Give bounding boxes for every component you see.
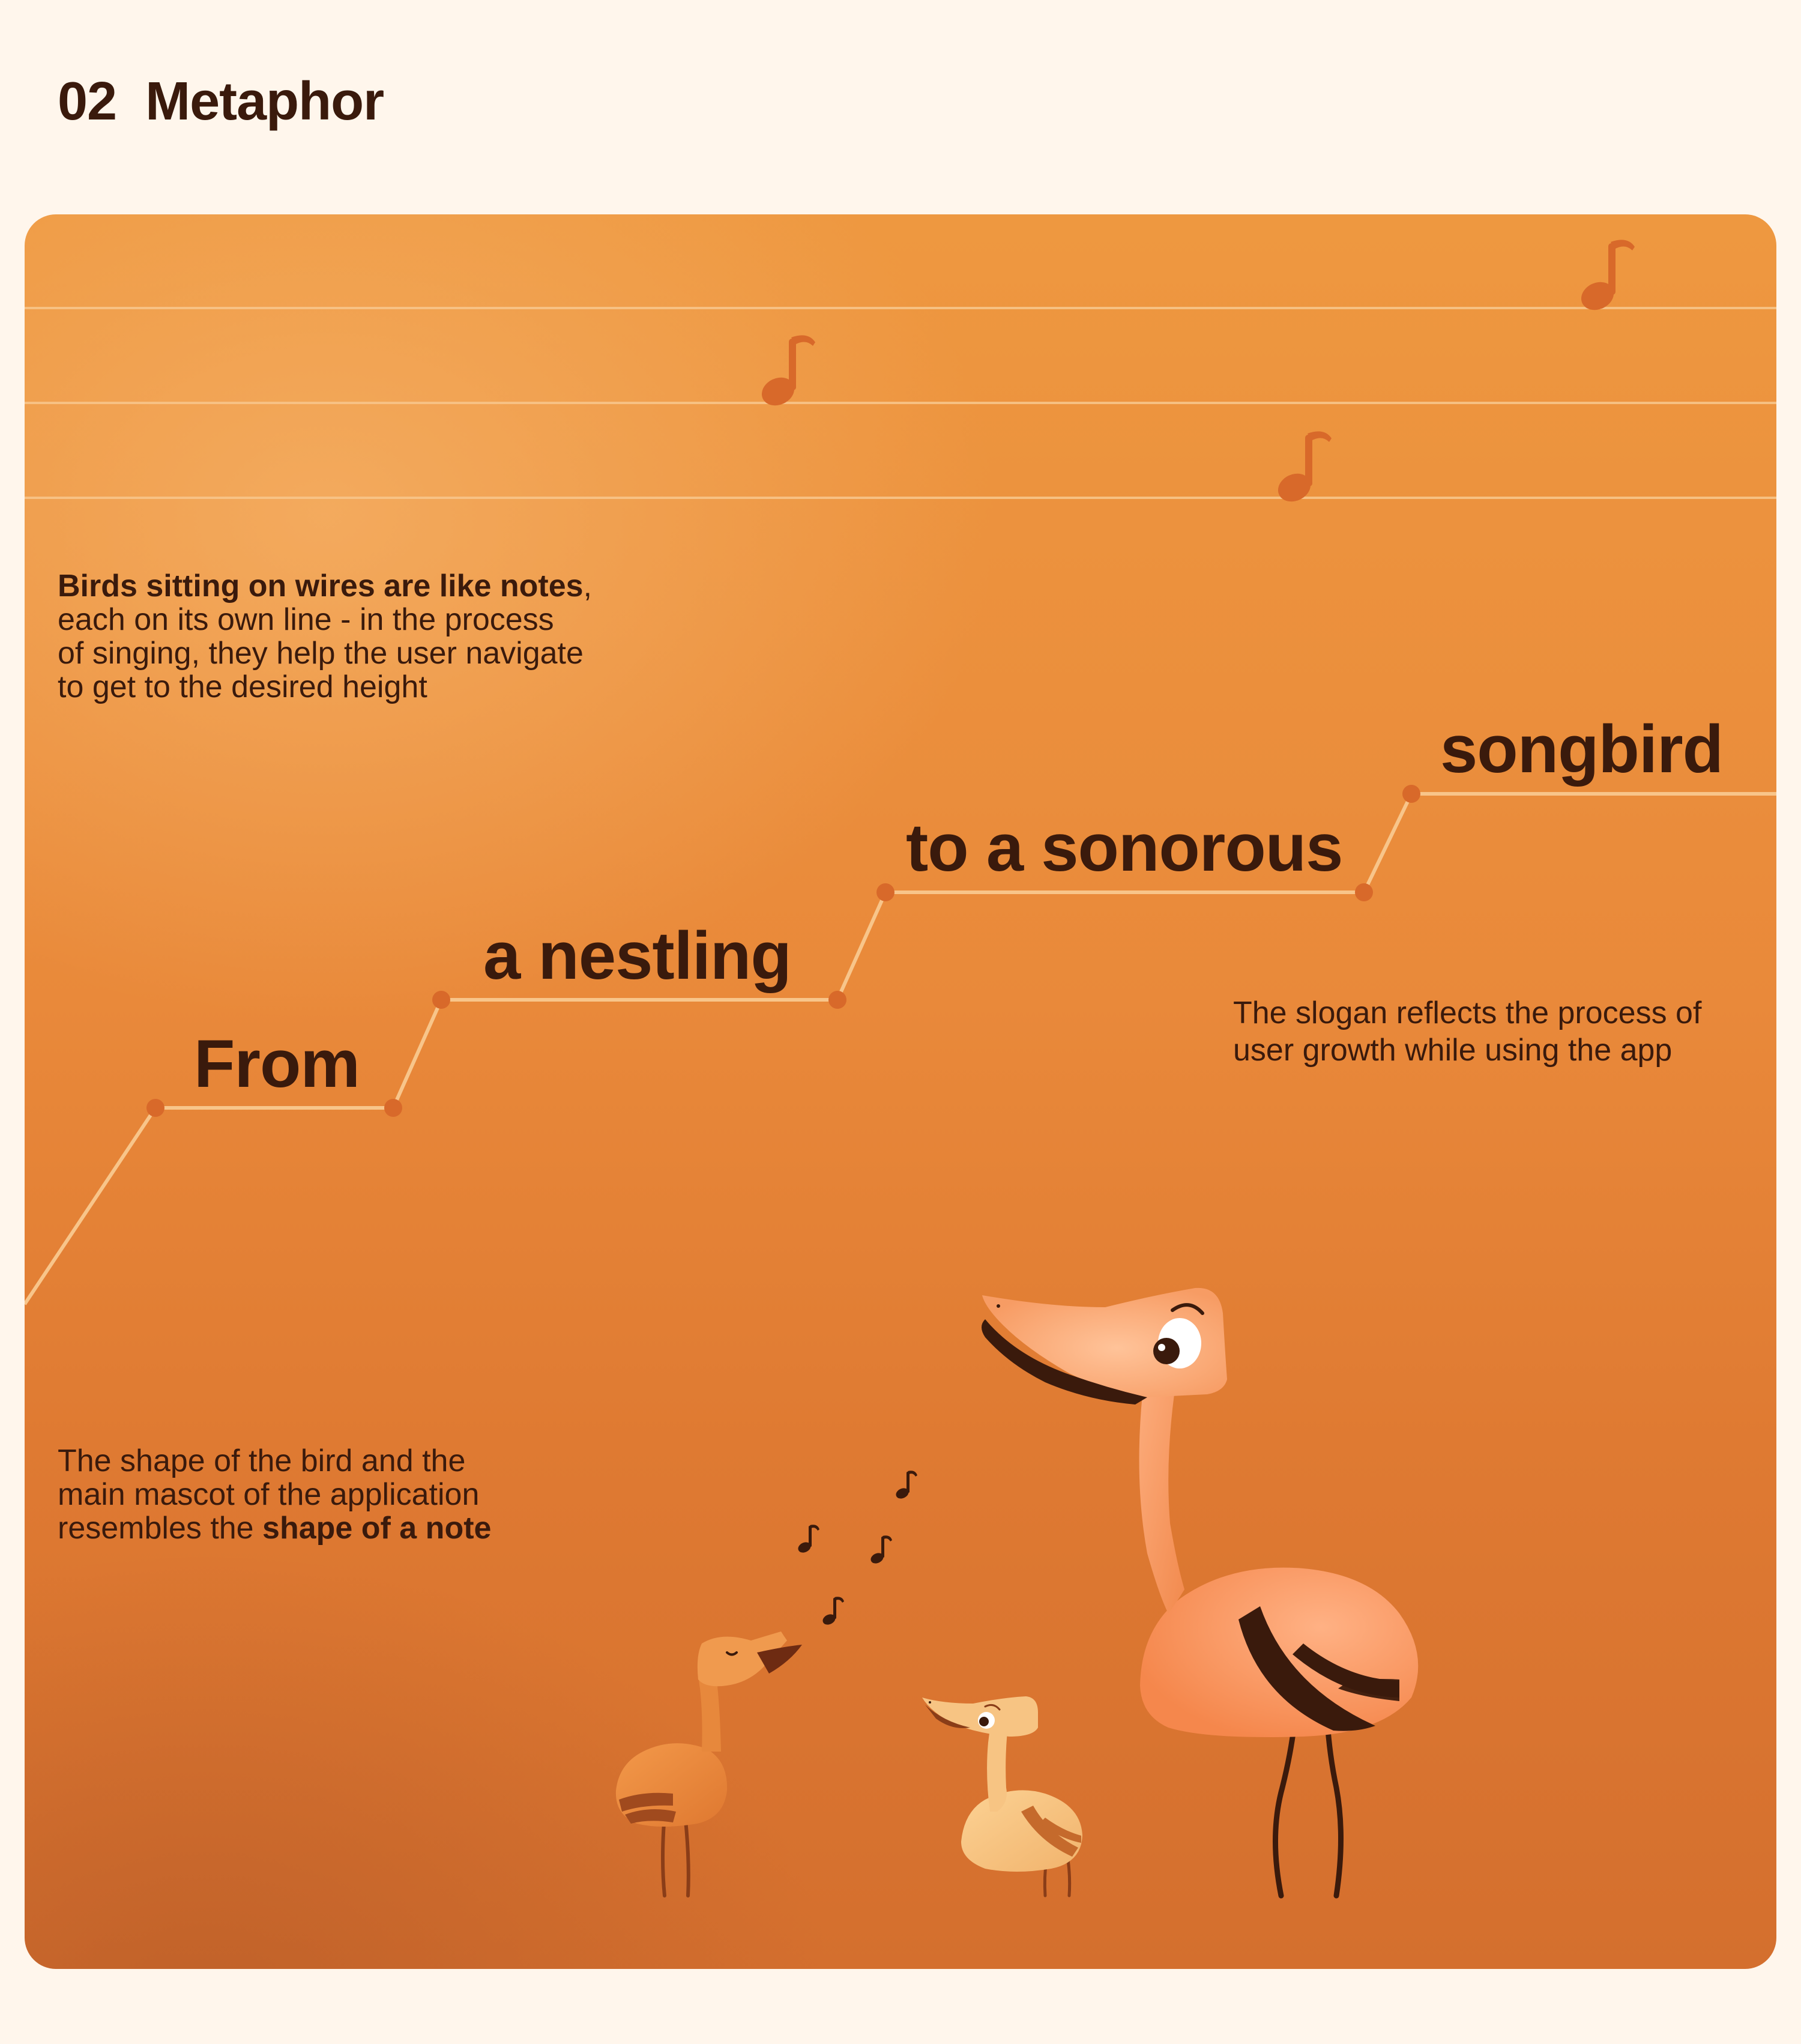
metaphor-illustration-panel (25, 214, 1776, 1969)
shape-description-line: main mascot of the application (58, 1477, 480, 1512)
music-note-icon (797, 1525, 819, 1555)
slogan-description-line: user growth while using the app (1233, 1033, 1673, 1068)
notes-description-bold: Birds sitting on wires are like notes (58, 569, 584, 603)
slogan-description (1233, 994, 1701, 1069)
page-title (58, 71, 384, 133)
music-note-icon (821, 1597, 844, 1627)
music-note-icons (757, 240, 1635, 506)
shape-description-bold: shape of a note (262, 1511, 492, 1546)
music-note-icon (869, 1535, 892, 1565)
shape-description (58, 1444, 491, 1545)
music-note-icon (894, 1471, 917, 1501)
notes-description-line: each on its own line - in the process (58, 602, 554, 637)
notes-description (58, 569, 592, 704)
slogan-step-songbird: songbird (1440, 712, 1724, 787)
notes-description-line: of singing, they help the user navigate (58, 636, 584, 671)
shape-description-line: The shape of the bird and the (58, 1444, 466, 1478)
slogan-description-line: The slogan reflects the process of (1233, 996, 1702, 1030)
slogan-step-nestling: a nestling (483, 918, 791, 993)
slogan-step-from: From (194, 1026, 360, 1101)
section-title: Metaphor (145, 71, 384, 132)
music-note-icon (1273, 431, 1332, 506)
slogan-step-sonorous: to a sonorous (906, 810, 1343, 885)
song-notes (797, 1471, 917, 1627)
notes-description-line: to get to the desired height (58, 670, 427, 704)
singing-bird (616, 1631, 802, 1896)
music-note-icon (757, 335, 815, 410)
music-note-icon (1576, 240, 1635, 315)
nestling-bird (922, 1696, 1082, 1896)
section-number: 02 (58, 71, 117, 132)
shape-description-plain: resembles the (58, 1511, 263, 1546)
music-staff-wires (25, 308, 1776, 498)
notes-description-comma: , (583, 569, 593, 603)
